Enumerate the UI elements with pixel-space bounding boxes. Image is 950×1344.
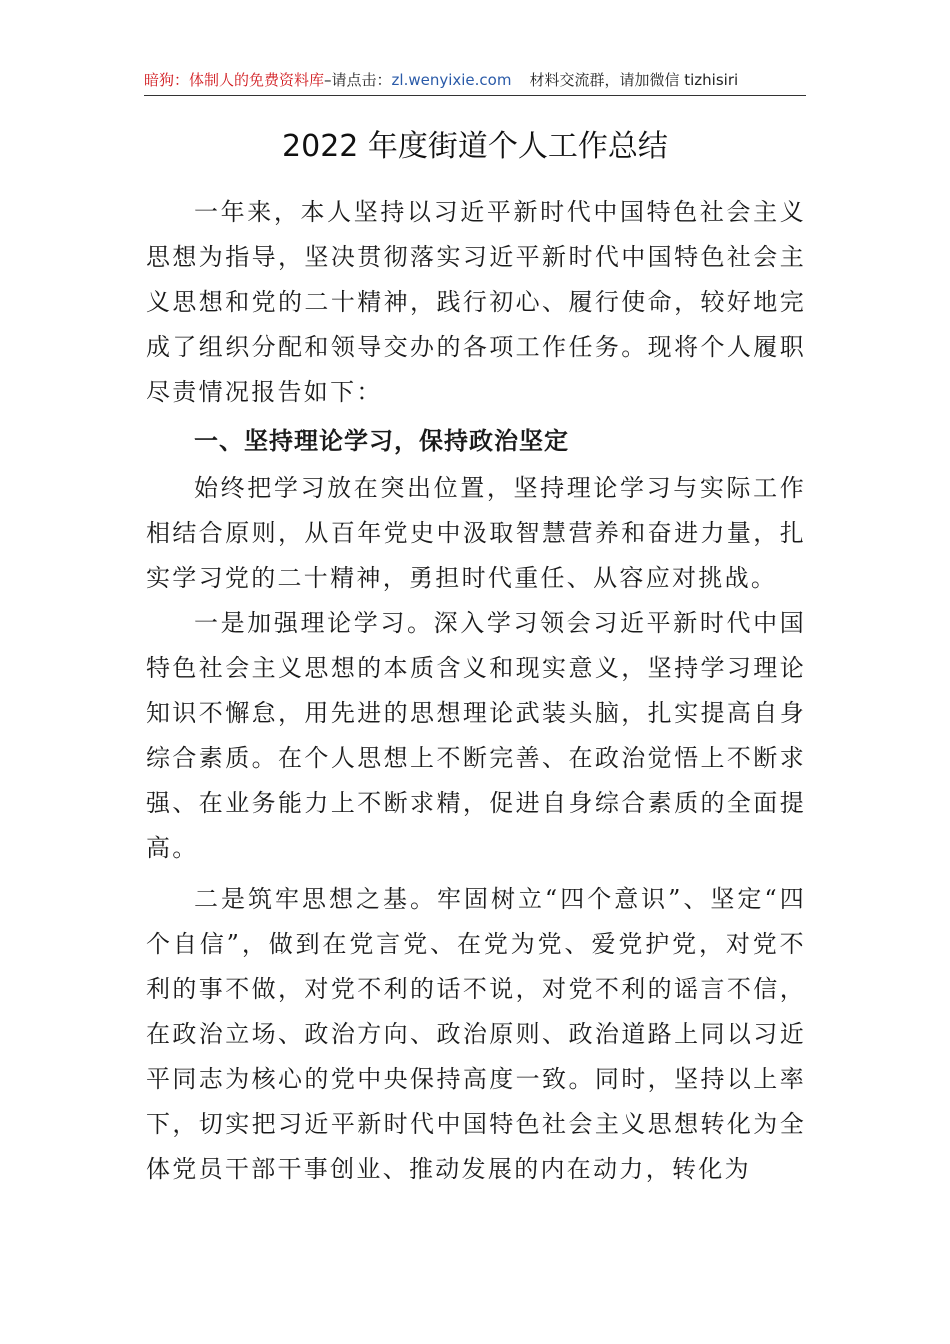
document-title: 2022 年度街道个人工作总结 [282, 129, 668, 164]
header-divider [144, 95, 806, 96]
document-body [146, 190, 806, 1192]
header-brand: 暗狗：体制人的免费资料库 [144, 71, 325, 89]
section-heading: 一、坚持理论学习，保持政治坚定 [194, 427, 569, 455]
header-url-link[interactable]: zl.wenyixie.com [391, 71, 512, 89]
header-contact: 材料交流群，请加微信 tizhisiri [529, 71, 739, 89]
header-click-label: –请点击： [324, 71, 392, 89]
section-paragraph-1: 始终把学习放在突出位置，坚持理论学习与实际工作相结合原则，从百年党史中汲取智慧营养和奋进力量，扎实学习党的二十精神，勇担时代重任、从容应对挑战。 [146, 474, 806, 592]
section-paragraph-2: 一是加强理论学习。深入学习领会习近平新时代中国特色社会主义思想的本质含义和现实意义，坚持学习理论知识不懈怠，用先进的思想理论武装头脑，扎实提高自身综合素质。在个人思想上不断完善、在政治觉悟上不断求强、在业务能力上不断求精，促进自身综合素质的全面提高。 [146, 609, 806, 862]
section-paragraph-3: 二是筑牢思想之基。牢固树立“四个意识”、坚定“四个自信”，做到在党言党、在党为党、爱党护党，对党不利的事不做，对党不利的话不说，对党不利的谣言不信，在政治立场、政治方向、政治原则、政治道路上同以习近平同志为核心的党中央保持高度一致。同时，坚持以上率下，切实把习近平新时代中国特色社会主义思想转化为全体党员干部干事创业、推动发展的内在动力，转化为 [146, 885, 806, 1183]
page-header [144, 66, 806, 94]
intro-paragraph: 一年来，本人坚持以习近平新时代中国特色社会主义思想为指导，坚决贯彻落实习近平新时代中国特色社会主义思想和党的二十精神，践行初心、履行使命，较好地完成了组织分配和领导交办的各项工作任务。现将个人履职尽责情况报告如下： [146, 198, 806, 406]
